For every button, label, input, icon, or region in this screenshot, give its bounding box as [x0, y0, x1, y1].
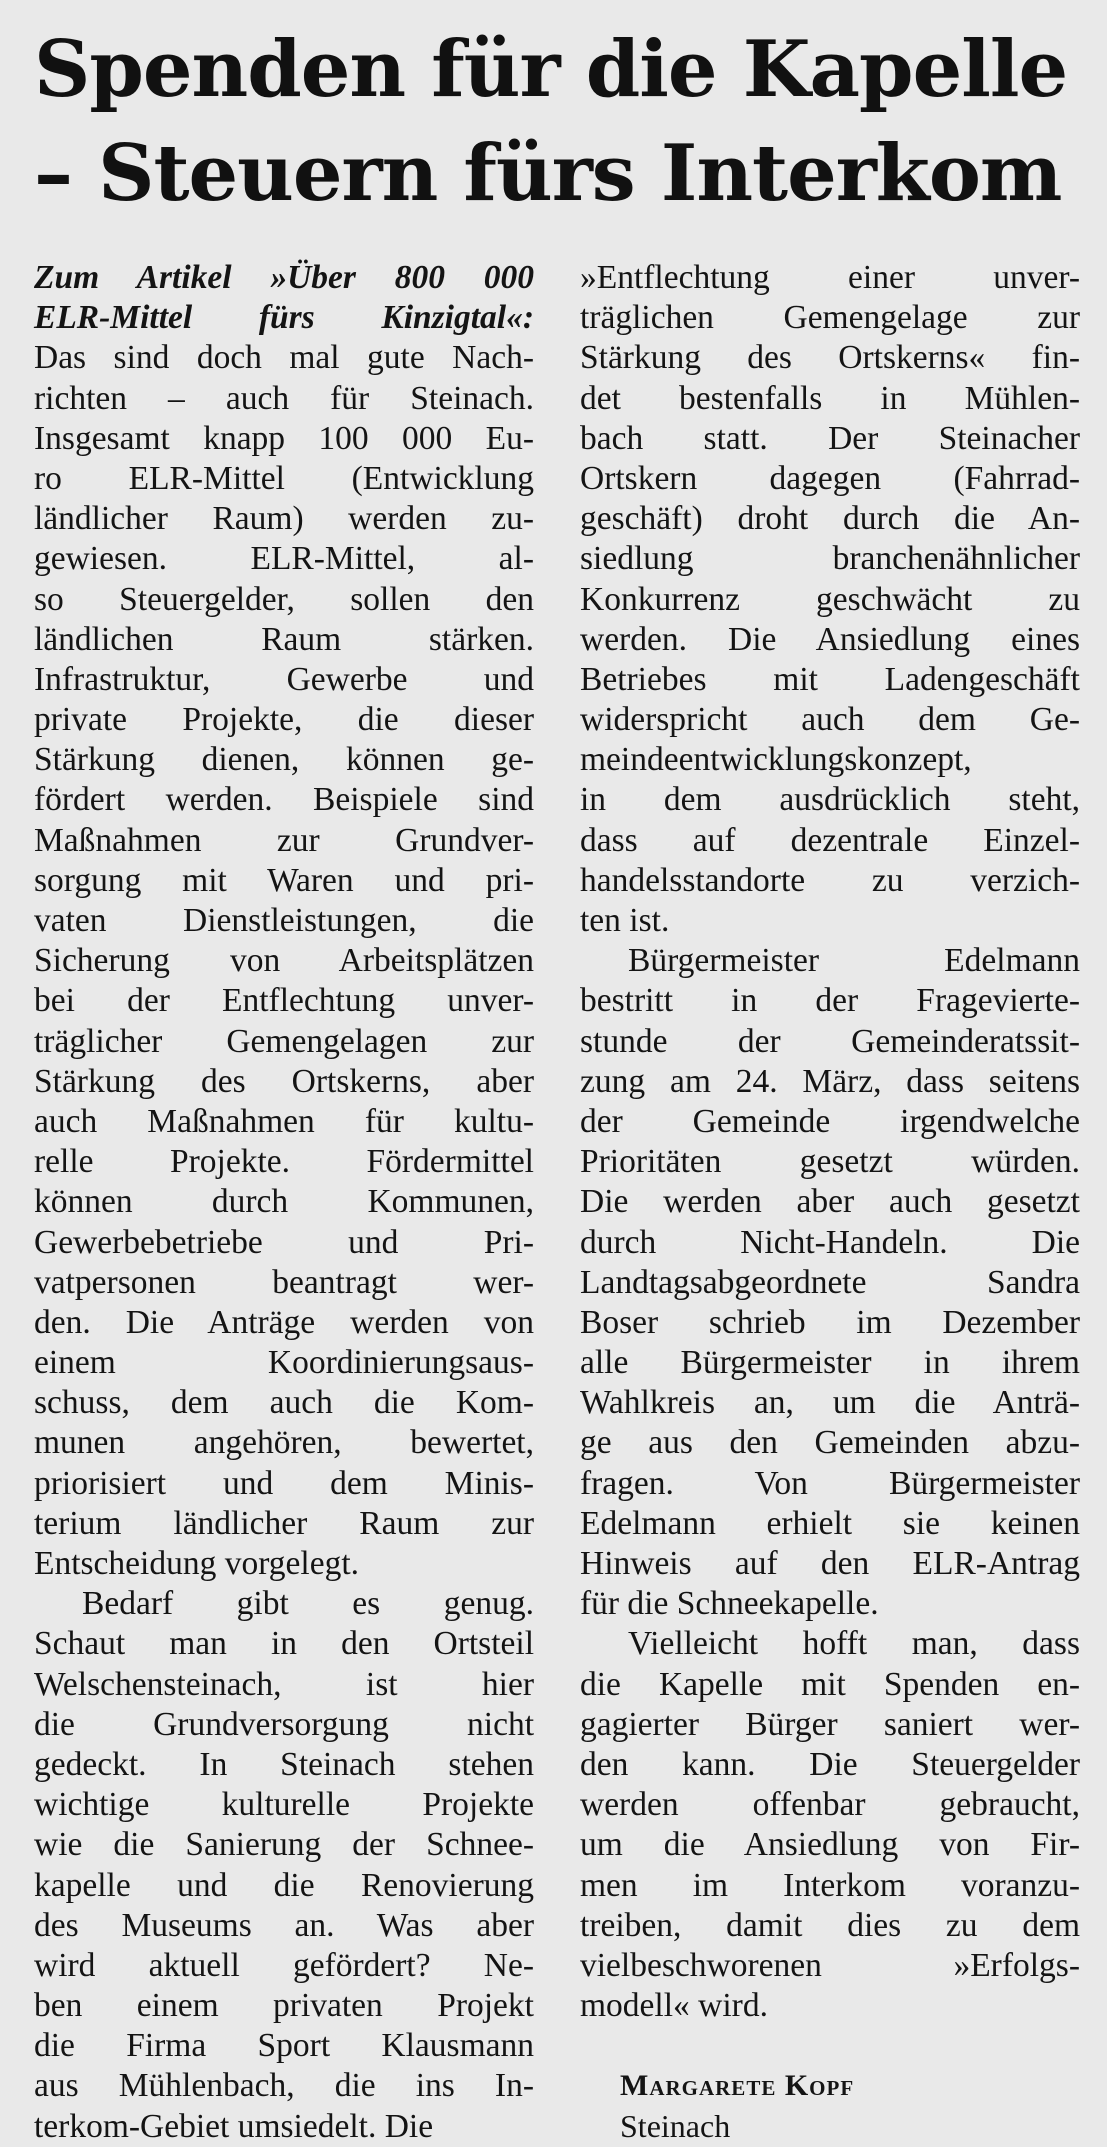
paragraph: [580, 258, 1080, 941]
text-line: die Kapelle mit Spenden en-: [580, 1665, 1080, 1703]
text-line: terkom-Gebiet umsiedelt. Die: [34, 2107, 434, 2145]
text-line: Betriebes mit Ladengeschäft: [580, 660, 1080, 698]
text-line: fragen. Von Bürgermeister: [580, 1464, 1080, 1502]
text-line: gedeckt. In Steinach stehen: [34, 1745, 534, 1783]
text-line: den kann. Die Steuergelder: [580, 1745, 1080, 1783]
text-line: »Entflechtung einer unver-: [580, 259, 1080, 296]
text-line: werden. Die Ansiedlung eines: [580, 620, 1080, 658]
text-line: schuss, dem auch die Kom-: [34, 1384, 534, 1422]
text-line: in dem ausdrücklich steht,: [580, 781, 1080, 819]
text-line: wird aktuell gefördert? Ne-: [34, 1946, 534, 1984]
text-line: Stärkung des Ortskerns« fin-: [580, 339, 1080, 377]
text-line: stunde der Gemeinderatssit-: [580, 1022, 1080, 1060]
text-line: träglicher Gemengelagen zur: [34, 1022, 534, 1060]
text-line: kapelle und die Renovierung: [34, 1866, 534, 1904]
text-line: ländlichen Raum stärken.: [34, 620, 534, 658]
paragraph: [34, 338, 534, 1584]
text-line: dass auf dezentrale Einzel-: [580, 821, 1080, 859]
text-line: der Gemeinde irgendwelche: [580, 1102, 1080, 1140]
text-line: handelsstandorte zu verzich-: [580, 861, 1080, 899]
article-reference: [34, 258, 534, 338]
text-line: bestritt in der Fragevierte-: [580, 982, 1080, 1020]
text-line: Bedarf gibt es genug.: [82, 1585, 534, 1623]
text-line: alle Bürgermeister in ihrem: [580, 1344, 1080, 1382]
text-line: men im Interkom voranzu-: [580, 1866, 1080, 1904]
right-column: [580, 258, 1080, 2146]
text-line: die Firma Sport Klausmann: [34, 2027, 534, 2065]
text-line: vielbeschworenen »Erfolgs-: [580, 1946, 1080, 1984]
text-line: Die werden aber auch gesetzt: [580, 1183, 1080, 1221]
text-line: sorgung mit Waren und pri-: [34, 861, 534, 899]
text-line: meindeentwicklungskonzept,: [580, 741, 972, 779]
headline-line-2: – Steuern fürs Interkom: [34, 128, 1062, 219]
author-name: Margarete Kopf: [620, 2069, 855, 2103]
text-line: wichtige kulturelle Projekte: [34, 1786, 534, 1824]
text-line: wie die Sanierung der Schnee-: [34, 1826, 534, 1864]
text-line: Landtagsabgeordnete Sandra: [580, 1263, 1080, 1301]
text-line: modell« wird.: [580, 1987, 768, 2025]
text-line: Insgesamt knapp 100 000 Eu-: [34, 419, 534, 457]
text-line: die Grundversorgung nicht: [34, 1705, 534, 1743]
text-line: Schaut man in den Ortsteil: [34, 1625, 534, 1663]
text-line: treiben, damit dies zu dem: [580, 1906, 1080, 1944]
text-line: gagierter Bürger saniert wer-: [580, 1705, 1080, 1743]
headline: [34, 18, 1094, 226]
text-line: Boser schrieb im Dezember: [580, 1303, 1080, 1341]
text-line: den. Die Anträge werden von: [34, 1303, 534, 1341]
text-line: siedlung branchenähnlicher: [580, 540, 1080, 578]
text-line: um die Ansiedlung von Fir-: [580, 1826, 1080, 1864]
text-line: terium ländlicher Raum zur: [34, 1504, 534, 1542]
text-line: private Projekte, die dieser: [34, 701, 534, 739]
left-column: [34, 258, 534, 2147]
text-line: bei der Entflechtung unver-: [34, 982, 534, 1020]
text-line: Sicherung von Arbeitsplätzen: [34, 942, 534, 980]
text-line: Vielleicht hofft man, dass: [628, 1625, 1080, 1663]
text-line: Bürgermeister Edelmann: [628, 942, 1080, 980]
author-place: Steinach: [620, 2108, 731, 2145]
text-line: vatpersonen beantragt wer-: [34, 1263, 534, 1301]
text-line: Stärkung dienen, können ge-: [34, 741, 534, 779]
paragraph: [580, 941, 1080, 1624]
text-line: Hinweis auf den ELR-Antrag: [580, 1545, 1080, 1582]
text-line: Edelmann erhielt sie keinen: [580, 1504, 1080, 1542]
signature: [580, 2066, 1080, 2146]
text-line: Stärkung des Ortskerns, aber: [34, 1062, 534, 1100]
text-line: Das sind doch mal gute Nach-: [34, 339, 534, 377]
text-line: munen angehören, bewertet,: [34, 1424, 534, 1462]
headline-line-1: Spenden für die Kapelle: [34, 24, 1068, 115]
text-line: durch Nicht-Handeln. Die: [580, 1223, 1080, 1261]
text-line: Entscheidung vorgelegt.: [34, 1545, 360, 1582]
text-line: ge aus den Gemeinden abzu-: [580, 1424, 1080, 1462]
text-line: Konkurrenz geschwächt zu: [580, 580, 1080, 618]
text-line: träglichen Gemengelage zur: [580, 299, 1080, 337]
text-line: Wahlkreis an, um die Anträ-: [580, 1384, 1080, 1422]
text-line: einem Koordinierungsaus-: [34, 1344, 534, 1382]
intro-line: Zum Artikel »Über 800 000: [34, 259, 534, 296]
text-line: für die Schneekapelle.: [580, 1585, 879, 1623]
text-line: fördert werden. Beispiele sind: [34, 781, 534, 819]
text-line: aus Mühlenbach, die ins In-: [34, 2067, 534, 2105]
text-line: Gewerbebetriebe und Pri-: [34, 1223, 534, 1261]
text-line: geschäft) droht durch die An-: [580, 500, 1080, 538]
text-line: Prioritäten gesetzt würden.: [580, 1143, 1080, 1181]
text-line: relle Projekte. Fördermittel: [34, 1143, 534, 1181]
text-line: Infrastruktur, Gewerbe und: [34, 660, 534, 698]
text-line: können durch Kommunen,: [34, 1183, 534, 1221]
text-line: ten ist.: [580, 902, 670, 939]
text-line: des Museums an. Was aber: [34, 1906, 534, 1944]
text-line: gewiesen. ELR-Mittel, al-: [34, 540, 534, 578]
paragraph: [34, 1584, 534, 2147]
text-line: widerspricht auch dem Ge-: [580, 701, 1080, 739]
text-line: zung am 24. März, dass seitens: [580, 1062, 1080, 1100]
text-line: ländlicher Raum) werden zu-: [34, 500, 534, 538]
text-line: so Steuergelder, sollen den: [34, 580, 534, 618]
text-line: vaten Dienstleistungen, die: [34, 902, 534, 939]
text-line: werden offenbar gebraucht,: [580, 1786, 1080, 1824]
text-line: Ortskern dagegen (Fahrrad-: [580, 459, 1080, 497]
text-line: auch Maßnahmen für kultu-: [34, 1102, 534, 1140]
text-line: bach statt. Der Steinacher: [580, 419, 1080, 457]
text-line: ben einem privaten Projekt: [34, 1987, 534, 2025]
text-line: ro ELR-Mittel (Entwicklung: [34, 459, 534, 497]
intro-line: ELR-Mittel fürs Kinzigtal«:: [34, 299, 534, 337]
paragraph: [580, 1624, 1080, 2026]
text-line: Maßnahmen zur Grundver-: [34, 821, 534, 859]
text-line: richten – auch für Steinach.: [34, 379, 534, 417]
text-line: priorisiert und dem Minis-: [34, 1464, 534, 1502]
text-line: Welschensteinach, ist hier: [34, 1665, 534, 1703]
text-line: det bestenfalls in Mühlen-: [580, 379, 1080, 417]
